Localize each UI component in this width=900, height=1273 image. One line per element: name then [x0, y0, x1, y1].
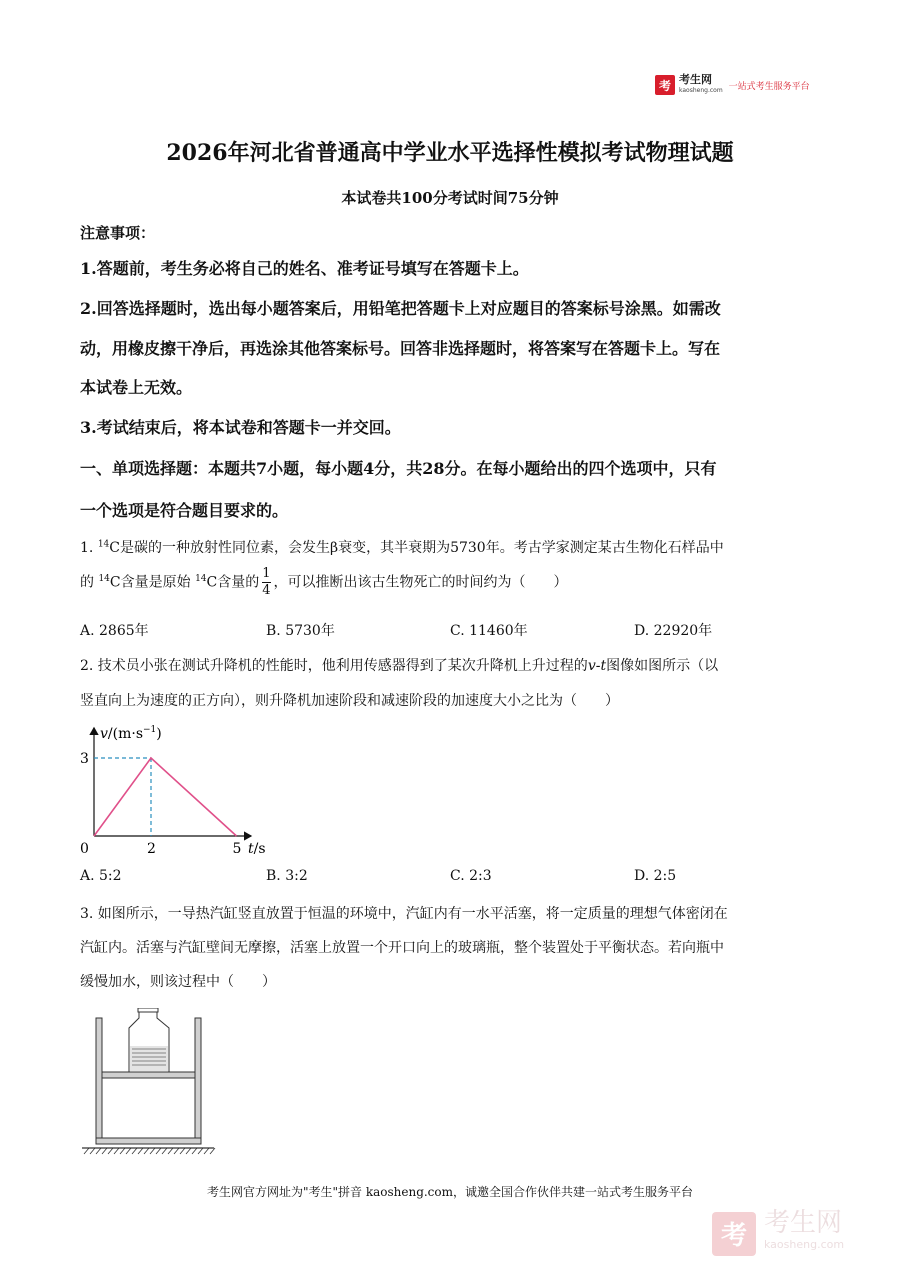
q3-line-3: 缓慢加水，则该过程中（ ）	[80, 974, 276, 990]
footer-text: 考生网官方网址为"考生"拼音 kaosheng.com，诚邀全国合作伙伴共建一站式考生服务平台	[206, 1185, 694, 1199]
section-heading-line-1: 一、单项选择题：本题共7小题，每小题4分，共28分。在每小题给出的四个选项中，只有	[80, 459, 717, 478]
y-axis-label: $v/(m\cdot s^{-1})$	[100, 725, 162, 742]
q3-line-2: 汽缸内。活塞与汽缸壁间无摩擦，活塞上放置一个开口向上的玻璃瓶，整个装置处于平衡状态。若向瓶中	[80, 940, 724, 956]
watermark-url: kaosheng.com	[764, 1237, 845, 1251]
piston	[102, 1072, 195, 1078]
header-logo	[655, 72, 825, 98]
cylinder-right-wall	[195, 1018, 201, 1144]
q1-line-2: 的 $^{14}$C含量是原始 $^{14}$C含量的 $\frac{1}{4}$ ，可以推断出该古生物死亡的时间约为（ ）	[80, 566, 568, 598]
logo-slogan: 一站式考生服务平台	[728, 81, 810, 92]
kaosheng-logo-icon: 考	[655, 75, 675, 95]
notice-item-3: 3.考试结束后，将本试卷和答题卡一并交回。	[80, 418, 401, 437]
q1-option-b: B. 5730年	[266, 623, 335, 639]
notice-item-2-line-1: 2.回答选择题时，选出每小题答案后，用铅笔把答题卡上对应题目的答案标号涂黑。如需改	[80, 299, 721, 318]
q2-option-a: A. 5:2	[80, 868, 122, 884]
notice-heading: 注意事项：	[80, 224, 156, 242]
notice-item-1: 1.答题前，考生务必将自己的姓名、准考证号填写在答题卡上。	[80, 259, 529, 278]
x-tick-label-2: 2	[147, 841, 156, 857]
page-subtitle: 本试卷共100分考试时间75分钟	[341, 189, 559, 207]
cylinder-bottom	[96, 1138, 201, 1144]
watermark-logo-icon: 考	[712, 1212, 756, 1256]
x-tick-label-0: 0	[80, 841, 89, 857]
q1-option-a: A. 2865年	[80, 623, 149, 639]
logo-url: kaosheng.com	[679, 87, 723, 94]
q1-option-d: D. 22920年	[634, 623, 713, 639]
water-in-bottle	[130, 1046, 168, 1071]
q2-line-2: 竖直向上为速度的正方向），则升降机加速阶段和减速阶段的加速度大小之比为（ ）	[80, 693, 619, 709]
cylinder-left-wall	[96, 1018, 102, 1144]
watermark	[712, 1206, 882, 1261]
x-tick-label-5: 5	[232, 841, 242, 857]
watermark-name: 考生网	[764, 1207, 843, 1238]
section-heading-line-2: 一个选项是符合题目要求的。	[80, 501, 289, 520]
logo-name: 考生网	[679, 73, 712, 86]
gas-cylinder-diagram	[80, 1008, 220, 1158]
q2-line-1: 2. 技术员小张在测试升降机的性能时，他利用传感器得到了某次升降机上升过程的v-t图像如图所示（以	[80, 658, 719, 674]
ground-hatching	[84, 1148, 215, 1154]
page-title: 2026年河北省普通高中学业水平选择性模拟考试物理试题	[166, 140, 734, 166]
vt-graph	[76, 720, 276, 860]
notice-item-2-line-2: 动，用橡皮擦干净后，再选涂其他答案标号。回答非选择题时，将答案写在答题卡上。写在	[80, 339, 721, 358]
notice-item-2-line-3: 本试卷上无效。	[80, 378, 193, 397]
q3-line-1: 3. 如图所示，一导热汽缸竖直放置于恒温的环境中，汽缸内有一水平活塞，将一定质量的理想气体密闭在	[80, 906, 728, 922]
q1-line-1: 1. $^{14}$C是碳的一种放射性同位素，会发生β衰变，其半衰期为5730年。考古学家测定某古生物化石样品中	[80, 539, 724, 556]
bottle-mouth	[138, 1008, 158, 1012]
x-axis-label: t/s	[248, 841, 266, 857]
q1-option-c: C. 11460年	[450, 623, 528, 639]
fraction-one-quarter: $\frac{1}{4}$	[262, 566, 271, 598]
q2-option-c: C. 2:3	[450, 868, 492, 884]
velocity-series-line	[94, 758, 237, 836]
q2-option-b: B. 3:2	[266, 868, 308, 884]
y-tick-label: 3	[80, 751, 89, 767]
q2-option-d: D. 2:5	[634, 868, 677, 884]
